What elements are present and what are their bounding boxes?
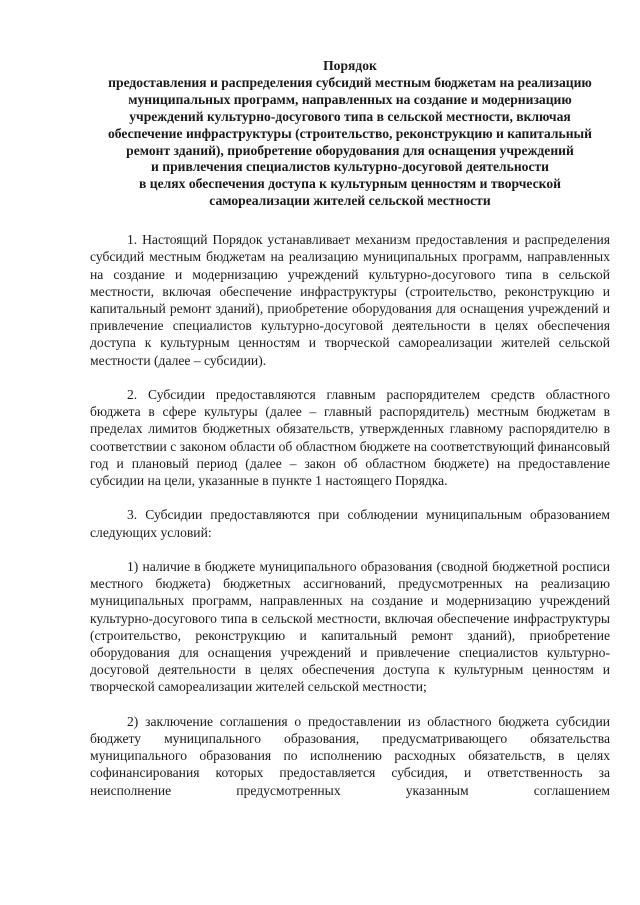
title-line: предоставления и распределения субсидий местным бюджетам на реализацию — [108, 74, 592, 90]
paragraph-3: 3. Субсидии предоставляются при соблюдении муниципальным образованием следующих условий: — [90, 507, 610, 540]
paragraph-1: 1. Настоящий Порядок устанавливает механизм предоставления и распределения субсидий местным бюджетам на реализацию муниципальных программ, направленных на создание и модернизацию учреждений культурно-досугового типа в сельской местности, включая обеспечение инфраструктуры (строительство, реконструкцию и капитальный ремонт зданий), приобретение оборудования для оснащения учреждений и привлечение специалистов культурно-досуговой деятельности в целях обеспечения доступа к культурным ценностям и творческой самореализации жителей сельской местности (далее – субсидии). — [90, 232, 610, 368]
paragraph-2: 2. Субсидии предоставляются главным распорядителем средств областного бюджета в сфере культуры (далее – главный распорядитель) местным бюджетам в пределах лимитов бюджетных обязательств, утвержденных главному распорядителю в соответствии с законом области об областном бюджете на соответствующий финансовый год и плановый период (далее – закон об областном бюджете) на предоставление субсидии на цели, указанные в пункте 1 настоящего Порядка. — [90, 386, 610, 488]
title-line: самореализации жителей сельской местности — [209, 193, 491, 209]
document-body — [90, 231, 610, 799]
title-line: муниципальных программ, направленных на создание и модернизацию — [128, 91, 572, 107]
document-title — [90, 58, 610, 210]
title-line: в целях обеспечения доступа к культурным ценностям и творческой — [139, 176, 561, 192]
document-page — [90, 58, 610, 799]
title-line: учреждений культурно-досугового типа в сельской местности, включая — [129, 108, 571, 124]
title-line: обеспечение инфраструктуры (строительство, реконструкцию и капитальный — [107, 125, 593, 141]
subparagraph-2: 2) заключение соглашения о предоставлении из областного бюджета субсидии бюджету муниципального образования, предусматривающего обязательства муниципального образования по исполнению расходных обязательств, в целях софинансирования которых предоставляется субсидия, и ответственность за неисполнение предусмотренных указанным соглашением — [90, 713, 610, 798]
subparagraph-1: 1) наличие в бюджете муниципального образования (сводной бюджетной росписи местного бюджета) бюджетных ассигнований, предусмотренных на реализацию муниципальных программ, направленных на создание и модернизацию учреждений культурно-досугового типа в сельской местности, включая обеспечение инфраструктуры (строительство, реконструкцию и капитальный ремонт зданий), приобретение оборудования для оснащения учреждений и привлечение специалистов культурно-досуговой деятельности в целях обеспечения доступа к культурным ценностям и творческой самореализации жителей сельской местности; — [90, 558, 610, 695]
title-line: Порядок — [323, 58, 377, 73]
title-line: ремонт зданий), приобретение оборудования для оснащения учреждений — [126, 142, 574, 158]
title-line: и привлечения специалистов культурно-досуговой деятельности — [151, 159, 549, 175]
